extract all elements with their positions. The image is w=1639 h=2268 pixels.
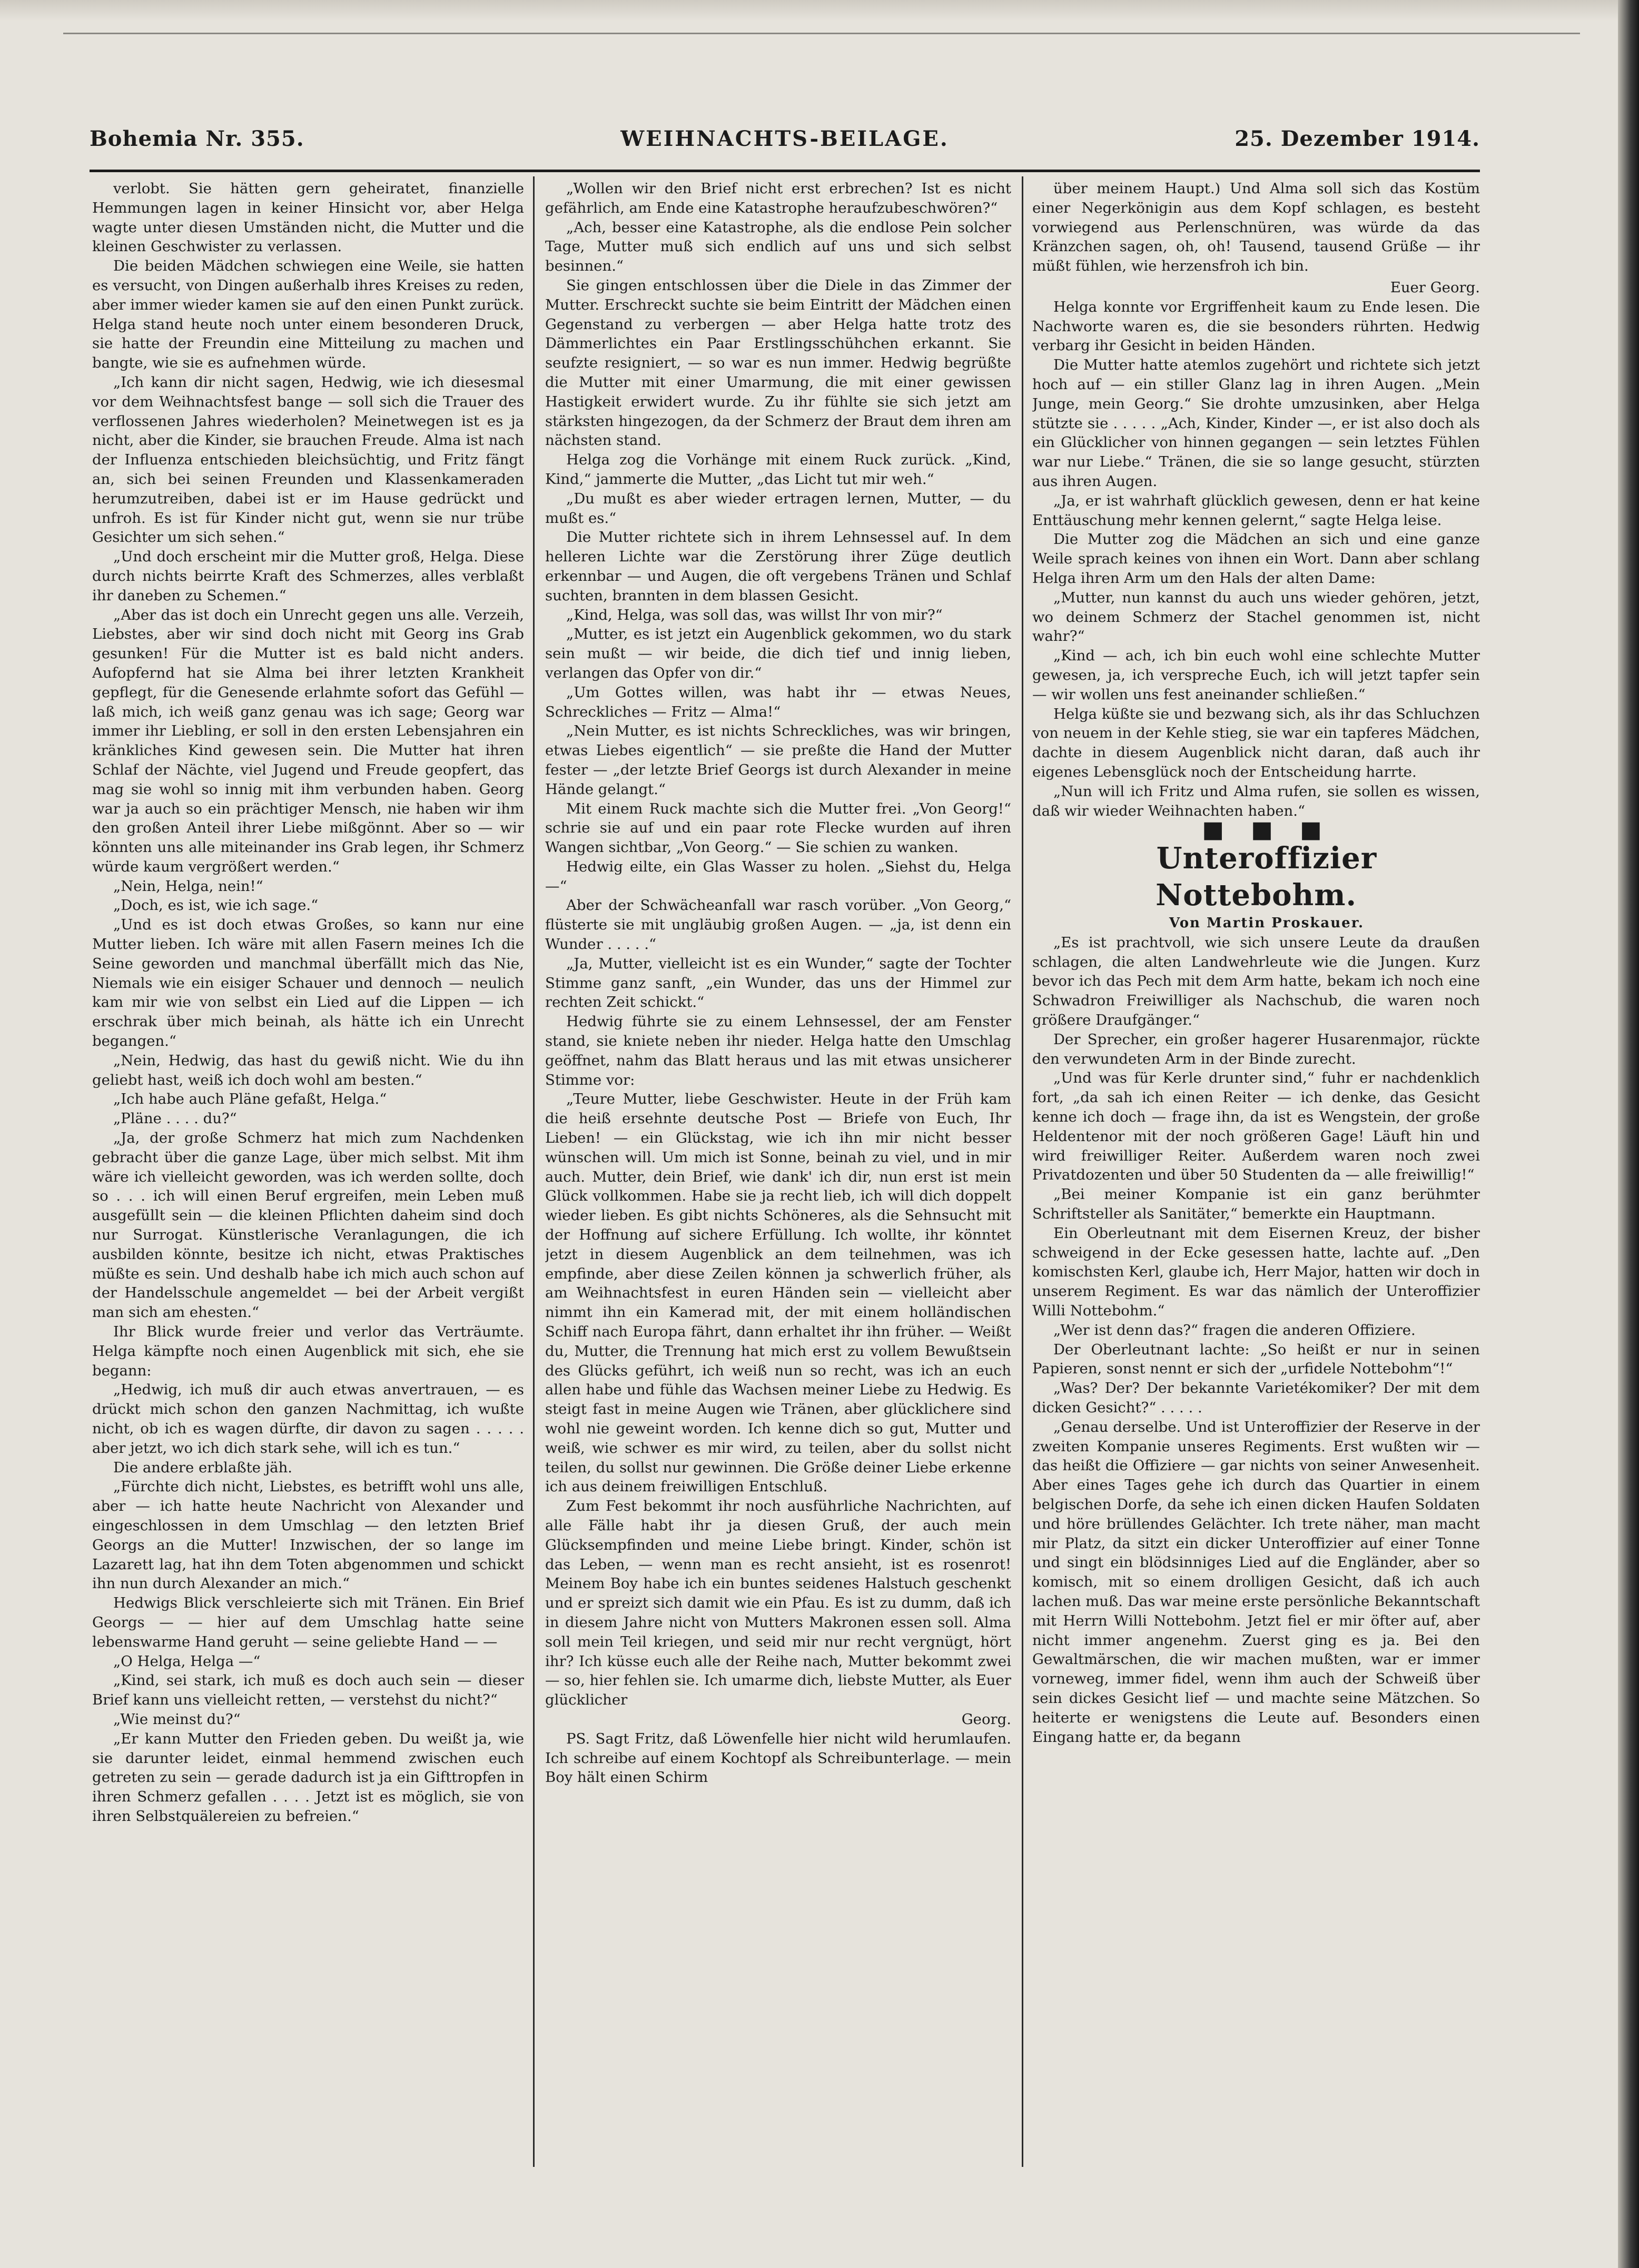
header-rule — [90, 170, 1480, 172]
paragraph: Die Mutter zog die Mädchen an sich und eine ganze Weile sprach keines von ihnen ein Wort. Dann aber schlang Helga ihren Arm um den Hals der alten Dame: — [1032, 531, 1480, 587]
paragraph: Ein Oberleutnant mit dem Eisernen Kreuz, der bisher schweigend in der Ecke gesessen hatte, lachte auf. „Den komischsten Kerl, glaube ich, Herr Major, hatten wir doch in unserem Regiment. Es war das nämlich der Unteroffizier Willi Nottebohm.“ — [1032, 1224, 1480, 1320]
paragraph: „Doch, es ist, wie ich sage.“ — [113, 897, 319, 914]
paragraph: Helga zog die Vorhänge mit einem Ruck zurück. „Kind, Kind,“ jammerte die Mutter, „das Licht tut mir weh.“ — [545, 451, 1011, 488]
paragraph: Helga küßte sie und bezwang sich, als ihr das Schluchzen von neuem in der Kehle stieg, sie war ein tapferes Mädchen, dachte in diesem Augenblick nicht daran, daß auch ihr eigenes Lebensglück noch der Entscheidung harrte. — [1032, 705, 1480, 780]
paragraph: „Und es ist doch etwas Großes, so kann nur eine Mutter lieben. Ich wäre mit allen Fasern meines Ich die Seine geworden und manchmal überfällt mich das Nie, Niemals wie ein eisiger Schauer und dennoch — neulich kam mir wie von selbst ein Lied auf die Lippen — ich erschrak über mich beinah, als hätte ich ein Unrecht begangen.“ — [92, 916, 524, 1050]
story-title: Unteroffizier Nottebohm. — [1156, 841, 1377, 913]
top-rule — [63, 33, 1580, 34]
paragraph: „Um Gottes willen, was habt ihr — etwas Neues, Schreckliches — Fritz — Alma!“ — [545, 684, 1011, 720]
scan-edge-right — [1618, 0, 1639, 2268]
paragraph: Die Mutter richtete sich in ihrem Lehnsessel auf. In dem helleren Lichte war die Zerstörung ihrer Züge deutlich erkennbar — und Augen, die oft vergebens Tränen und Schlaf suchten, brannten in dem blassen Gesicht. — [545, 529, 1011, 604]
paragraph: „Ach, besser eine Katastrophe, als die endlose Pein solcher Tage, Mutter muß sich endlich auf uns und sich selbst besinnen.“ — [545, 219, 1011, 275]
paragraph: „Nein Mutter, es ist nichts Schreckliches, was wir bringen, etwas Liebes eigentlich“ — sie preßte die Hand der Mutter fester — „der letzte Brief Georgs ist durch Alexander in meine Hände gelangt.“ — [545, 722, 1011, 798]
paragraph: Hedwig eilte, ein Glas Wasser zu holen. „Siehst du, Helga —“ — [545, 858, 1011, 895]
paragraph: „Und was für Kerle drunter sind,“ fuhr er nachdenklich fort, „da sah ich einen Reiter — ich denke, das Gesicht kenne ich doch — frage ihn, da ist es Wengstein, der große Heldentenor mit der noch größeren Gage! Läuft hin und wird freiwilliger Reiter. Außerdem waren noch zwei Privatdozenten und über 50 Studenten da — alle freiwillig!“ — [1032, 1069, 1480, 1184]
paragraph: „Bei meiner Kompanie ist ein ganz berühmter Schriftsteller als Sanitäter,“ bemerkte ein Hauptmann. — [1032, 1186, 1480, 1223]
paragraph: Die beiden Mädchen schwiegen eine Weile, sie hatten es versucht, von Dingen außerhalb ihres Kreises zu reden, aber immer wieder kamen sie auf den einen Punkt zurück. Helga stand heute noch unter einem besonderen Druck, sie hatte der Freundin eine Mitteilung zu machen und bangte, wie sie es aufnehmen würde. — [92, 257, 524, 372]
paragraph: „Was? Der? Der bekannte Varietékomiker? Der mit dem dicken Gesicht?“ . . . . . — [1032, 1380, 1480, 1417]
paragraph: „Mutter, es ist jetzt ein Augenblick gekommen, wo du stark sein mußt — wir beide, die dich tief und innig lieben, verlangen das Opfer von dir.“ — [545, 626, 1011, 681]
paragraph: „Ja, der große Schmerz hat mich zum Nachdenken gebracht über die ganze Lage, über mich selbst. Mit ihm wäre ich vielleicht geworden, was ich werden sollte, doch so . . . ich will einen Beruf ergreifen, mein Leben muß ausgefüllt sein — die kleinen Pflichten daheim sind doch nur Surrogat. Künstlerische Veranlagungen, die ich ausbilden könnte, besitze ich nicht, etwas Praktisches müßte es sein. Und deshalb habe ich mich auch schon auf der Handelsschule angemeldet — bei der Arbeit vergißt man sich am ehesten.“ — [92, 1130, 524, 1321]
letter-signature: Euer Georg. — [1390, 279, 1480, 296]
paragraph: „Kind, Helga, was soll das, was willst Ihr von mir?“ — [566, 606, 943, 623]
page-header — [90, 126, 1480, 158]
paragraph: Sie gingen entschlossen über die Diele in das Zimmer der Mutter. Erschreckt suchte sie beim Eintritt der Mädchen einen Gegenstand zu verbergen — aber Helga hatte trotz des Dämmerlichtes ein Paar Erstlingsschühchen erkannt. Sie seufzte resigniert, — so war es nun immer. Hedwig begrüßte die Mutter mit einer Umarmung, die mit einer gewissen Hastigkeit erwidert wurde. Zu ihr fühlte sie sich jetzt am stärksten hingezogen, da der Schmerz der Braut dem ihren am nächsten stand. — [545, 276, 1011, 449]
paragraph: „Ich kann dir nicht sagen, Hedwig, wie ich diesesmal vor dem Weihnachtsfest bange — soll sich die Trauer des verflossenen Jahres wiederholen? Meinetwegen ist es ja nicht, aber die Kinder, sie brauchen Freude. Alma ist nach der Influenza entschieden bleichsüchtig, und Fritz fängt an, sich bei seinen Freunden und Klassenkameraden herumzutreiben, dabei ist er im Hause gedrückt und unfroh. Es ist für Kinder nicht gut, wenn sie nur trübe Gesichter um sich sehen.“ — [92, 373, 524, 546]
paragraph: Der Oberleutnant lachte: „So heißt er nur in seinen Papieren, sonst nennt er sich der „urfidele Nottebohm“!“ — [1032, 1341, 1480, 1378]
paragraph: „Wer ist denn das?“ fragen die anderen Offiziere. — [1053, 1321, 1416, 1339]
paragraph: „Hedwig, ich muß dir auch etwas anvertrauen, — es drückt mich schon den ganzen Nachmittag, ich wußte nicht, ob ich es wagen dürfte, dir davon zu sagen . . . . . aber jetzt, wo ich dich stark sehe, will ich es tun.“ — [92, 1381, 524, 1457]
paragraph: „Wollen wir den Brief nicht erst erbrechen? Ist es nicht gefährlich, am Ende eine Katastrophe heraufzubeschwören?“ — [545, 180, 1011, 216]
paragraph: „Nun will ich Fritz und Alma rufen, sie sollen es wissen, daß wir wieder Weihnachten haben.“ — [1032, 783, 1480, 819]
paragraph: „Aber das ist doch ein Unrecht gegen uns alle. Verzeih, Liebstes, aber wir sind doch nicht mit Georg ins Grab gesunken! Für die Mutter ist es bald nicht anders. Aufopfernd hat sie Alma bei ihrer letzten Krankheit gepflegt, für die Genesende erlahmte sofort das Gefühl — laß mich, ich weiß ganz genau was ich sage; Georg war immer ihr Liebling, er soll in den ersten Lebensjahren ein kränkliches Kind gewesen sein. Die Mutter hat ihren Schlaf der Nächte, viel Jugend und Freude geopfert, das mag sie wohl so innig mit ihm verbunden haben. Georg war ja auch so ein prächtiger Mensch, nie haben wir ihm den großen Anteil ihrer Liebe mißgönnt. Aber so — wir könnten uns alle miteinander ins Grab legen, ihr Schmerz würde kaum vergrößert werden.“ — [92, 606, 524, 875]
column-3 — [1032, 179, 1480, 2138]
column-2 — [545, 179, 1011, 2138]
paragraph: Hedwig führte sie zu einem Lehnsessel, der am Fenster stand, sie kniete neben ihr nieder. Helga hatte den Umschlag geöffnet, nahm das Blatt heraus und las mit etwas unsicherer Stimme vor: — [545, 1013, 1011, 1088]
section-title: WEIHNACHTS-BEILAGE. — [620, 126, 949, 151]
paragraph: „Wie meinst du?“ — [113, 1710, 241, 1728]
paragraph: „Ja, er ist wahrhaft glücklich gewesen, denn er hat keine Enttäuschung mehr kennen gelernt,“ sagte Helga leise. — [1032, 492, 1480, 529]
column-2-text — [545, 179, 1011, 1787]
paragraph: „Fürchte dich nicht, Liebstes, es betrifft wohl uns alle, aber — ich hatte heute Nachricht von Alexander und eingeschlossen in dem Umschlag — den letzten Brief Georgs an die Mutter! Inzwischen, der so lange im Lazarett lag, hat ihn dem Toten abgenommen und schickt ihn nun durch Alexander an mich.“ — [92, 1478, 524, 1592]
letter-signature: Georg. — [961, 1710, 1011, 1728]
section-ornament: ■ ■ ■ — [1202, 816, 1331, 844]
paragraph: „Du mußt es aber wieder ertragen lernen, Mutter, — du mußt es.“ — [545, 490, 1011, 527]
paragraph: „Nein, Helga, nein!“ — [113, 877, 263, 895]
paragraph: „Er kann Mutter den Frieden geben. Du weißt ja, wie sie darunter leidet, einmal hemmend zwischen euch getreten zu sein — gerade dadurch ist ja ein Gifttropfen in ihren Schmerz gefallen . . . . Jetzt ist es möglich, sie von ihren Selbstquälereien zu befreien.“ — [92, 1730, 524, 1825]
paragraph: verlobt. Sie hätten gern geheiratet, finanzielle Hemmungen lagen in keiner Hinsicht vor, aber Helga wagte unter diesen Umständen nicht, die Mutter und die kleinen Geschwister zu verlassen. — [92, 180, 524, 255]
paragraph: „O Helga, Helga —“ — [113, 1652, 261, 1670]
paragraph: Die andere erblaßte jäh. — [113, 1459, 293, 1476]
story-ending — [1032, 298, 1480, 821]
paragraph: PS. Sagt Fritz, daß Löwenfelle hier nicht wild herumlaufen. Ich schreibe auf einem Kochtopf als Schreibunterlage. — mein Boy hält einen Schirm — [545, 1730, 1011, 1786]
issue-date: 25. Dezember 1914. — [1235, 126, 1480, 151]
paragraph: über meinem Haupt.) Und Alma soll sich das Kostüm einer Negerkönigin aus dem Kopf schlagen, es besteht vorwiegend aus Perlenschnüren, was würde da das Kränzchen sagen, oh, oh! Tausend, tausend Grüße — ihr müßt fühlen, wie herzensfroh ich bin. — [1032, 180, 1480, 275]
paragraph: „Es ist prachtvoll, wie sich unsere Leute da draußen schlagen, die alten Landwehrleute wie die Jungen. Kurz bevor ich das Pech mit dem Arm hatte, bekam ich noch eine Schwadron Freiwilliger als Nachschub, die waren noch größere Draufgänger.“ — [1032, 934, 1480, 1029]
paragraph: Die Mutter hatte atemlos zugehört und richtete sich jetzt hoch auf — ein stiller Glanz lag in ihren Augen. „Mein Junge, mein Georg.“ Sie drohte umzusinken, aber Helga stützte sie . . . . . „Ach, Kinder, Kinder —, er ist also doch als ein Glücklicher von hinnen gegangen — sein letztes Fühlen war nur Liebe.“ Tränen, die sie so lange gesucht, stürzten aus ihren Augen. — [1032, 356, 1480, 490]
column-divider — [1022, 176, 1023, 2167]
paragraph: Der Sprecher, ein großer hagerer Husarenmajor, rückte den verwundeten Arm in der Binde zurecht. — [1032, 1031, 1480, 1067]
paragraph: Ihr Blick wurde freier und verlor das Verträumte. Helga kämpfte noch einen Augenblick mit sich, ehe sie begann: — [92, 1323, 524, 1379]
paragraph: „Ja, Mutter, vielleicht ist es ein Wunder,“ sagte der Tochter Stimme ganz sanft, „ein Wunder, das uns der Himmel zur rechten Zeit schickt.“ — [545, 955, 1011, 1011]
paragraph: „Genau derselbe. Und ist Unteroffizier der Reserve in der zweiten Kompanie unseres Regiments. Erst wußten wir — das heißt die Offiziere — gar nichts von seiner Anwesenheit. Aber eines Tages gehe ich durch das Quartier in einem belgischen Dorfe, da sehe ich einen dicken Haufen Soldaten und höre brüllendes Gelächter. Ich trete näher, man macht mir Platz, da sitzt ein dicker Unteroffizier auf einer Tonne und singt ein blödsinniges Lied auf die Engländer, aber so komisch, mit so einem drolligen Gesicht, daß ich auch lachen muß. Das war meine erste persönliche Bekanntschaft mit Herrn Willi Nottebohm. Jetzt fiel er mir öfter auf, aber nicht immer angenehm. Zuerst ging es ja. Bei den Gewaltmärschen, die wir machen mußten, war er immer vorneweg, immer fidel, wenn ihm auch der Schweiß über sein dickes Gesicht lief — und machte seine Mätzchen. So heiterte er wenigstens die Leute auf. Besonders einen Eingang hatte er, da begann — [1032, 1418, 1480, 1746]
paragraph: „Kind, sei stark, ich muß es doch auch sein — dieser Brief kann uns vielleicht retten, — verstehst du nicht?“ — [92, 1672, 524, 1709]
paragraph: Mit einem Ruck machte sich die Mutter frei. „Von Georg!“ schrie sie auf und ein paar rote Flecke wurden auf ihren Wangen sichtbar, „Von Georg.“ — Sie schien zu wanken. — [545, 800, 1011, 856]
letter-continuation — [1032, 179, 1480, 276]
column-1 — [92, 179, 524, 2138]
paragraph: Aber der Schwächeanfall war rasch vorüber. „Von Georg,“ flüsterte sie mit ungläubig großen Augen. — „ja, ist denn ein Wunder . . . . .“ — [545, 897, 1011, 953]
paragraph: Zum Fest bekommt ihr noch ausführliche Nachrichten, auf alle Fälle habt ihr ja diesen Gruß, der auch mein Glücksempfinden und meine Liebe bringt. Kinder, schön ist das Leben, — wenn man es recht ansieht, ist es rosenrot! Meinem Boy habe ich ein buntes seidenes Halstuch geschenkt und er spreizt sich damit wie ein Pfau. Es ist zu dumm, daß ich in diesem Jahre nicht von Mutters Makronen essen soll. Alma soll mein Teil kriegen, und seid mir nur recht vergnügt, hört ihr? Ich küsse euch alle der Reihe nach, Mutter bekommt zwei — so, hier fehlen sie. Ich umarme dich, liebste Mutter, als Euer glücklicher — [545, 1498, 1011, 1709]
issue-number: Bohemia Nr. 355. — [90, 126, 304, 151]
paragraph: „Pläne . . . . du?“ — [113, 1110, 237, 1127]
paragraph: „Teure Mutter, liebe Geschwister. Heute in der Früh kam die heiß ersehnte deutsche Post — Briefe von Euch, Ihr Lieben! — ein Glückstag, wie ich ihn mir nicht besser wünschen will. Um mich ist Sonne, beinah zu viel, und in mir auch. Mutter, dein Brief, wie dank' ich dir, nun erst ist mein Glück vollkommen. Habe sie ja recht lieb, ich will dich doppelt wieder lieben. Es gibt nichts Schöneres, als die Sehnsucht mit der Hoffnung auf sichere Erfüllung. Ich wollte, ihr könntet jetzt in diesem Augenblick an dem teilnehmen, was ich empfinde, aber diese Zeilen können ja schwerlich früher, als am Weihnachtsfest in euren Händen sein — vielleicht aber nimmt ihn ein Kamerad mit, der mit einem holländischen Schiff nach Europa fährt, dann erhaltet ihr ihn früher. — Weißt du, Mutter, die Trennung hat mich erst zu vollem Bewußtsein des Glücks geführt, ich weiß nun so recht, was ich an euch allen habe und fühle das Wachsen meiner Liebe zu Hedwig. Es steigt fast in meine Augen wie Tränen, aber glücklichere sind wohl nie geweint worden. Ich kenne dich so gut, Mutter und weiß, wie schwer es mir wird, zu teilen, aber du sollst nicht teilen, du sollst nur gewinnen. Die Größe deiner Liebe erkenne ich aus deinem freiwilligen Entschluß. — [545, 1091, 1011, 1496]
paragraph: „Und doch erscheint mir die Mutter groß, Helga. Diese durch nichts beirrte Kraft des Schmerzes, alles verblaßt ihr daneben zu Schemen.“ — [92, 548, 524, 604]
paragraph: „Kind — ach, ich bin euch wohl eine schlechte Mutter gewesen, ja, ich verspreche Euch, ich will jetzt tapfer sein — wir wollen uns fest aneinander schließen.“ — [1032, 647, 1480, 703]
paragraph: „Nein, Hedwig, das hast du gewiß nicht. Wie du ihn geliebt hast, weiß ich doch wohl am besten.“ — [92, 1052, 524, 1088]
paragraph: „Mutter, nun kannst du auch uns wieder gehören, jetzt, wo deinem Schmerz der Stachel genommen ist, nicht wahr?“ — [1032, 589, 1480, 645]
paragraph: Helga konnte vor Ergriffenheit kaum zu Ende lesen. Die Nachworte waren es, die sie besonders rührten. Hedwig verbarg ihr Gesicht in beiden Händen. — [1032, 298, 1480, 354]
story-byline: Von Martin Proskauer. — [1169, 915, 1365, 932]
paragraph: „Ich habe auch Pläne gefaßt, Helga.“ — [113, 1091, 387, 1108]
column-divider — [533, 176, 535, 2167]
paragraph: Hedwigs Blick verschleierte sich mit Tränen. Ein Brief Georgs — — hier auf dem Umschlag hatte seine lebenswarme Hand geruht — seine geliebte Hand — — — [92, 1594, 524, 1650]
scan-edge-top — [0, 0, 1639, 21]
story-text — [1032, 933, 1480, 1747]
